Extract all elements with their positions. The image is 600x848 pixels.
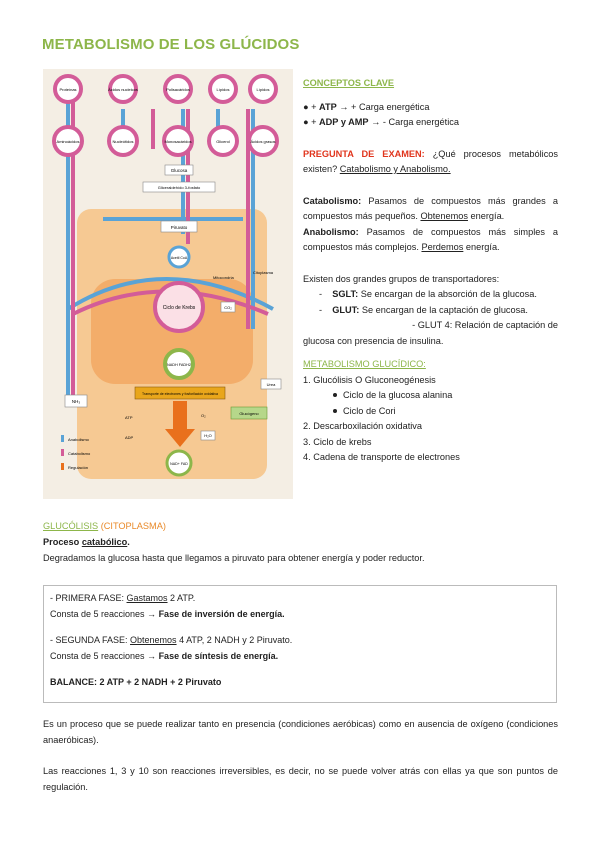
node-monosacaridos: Monosacáridos xyxy=(164,139,192,144)
label-nadh: NADH FADH2 xyxy=(166,363,192,367)
balance-line: BALANCE: 2 ATP + 2 NADH + 2 Piruvato xyxy=(50,677,222,687)
legend-anabolismo: Anabolismo xyxy=(68,437,89,442)
node-proteinas: Proteínas xyxy=(59,87,77,92)
key-concepts-column xyxy=(303,76,558,466)
glut-item: - GLUT: Se encargan de la captación de glucosa. xyxy=(319,304,528,315)
phase-1-line: - PRIMERA FASE: Gastamos 2 ATP. xyxy=(50,593,196,603)
concept-adp: ● + ADP y AMP → - Carga energética xyxy=(303,117,459,127)
label-h2o: H₂O xyxy=(204,433,212,438)
met-item-3: 3. Ciclo de krebs xyxy=(303,436,372,447)
phase-2-detail: Consta de 5 reacciones → Fase de síntesis de energía. xyxy=(50,651,279,661)
label-acetil-coa: Acetil CoA xyxy=(170,256,188,260)
legend-regulacion: Regulación xyxy=(68,465,89,470)
conceptos-title: CONCEPTOS CLAVE xyxy=(303,78,395,88)
label-piruvato: Piruvato xyxy=(170,225,188,230)
label-adp: ADP xyxy=(125,435,134,440)
sglt-item: - SGLT: Se encargan de la absorción de la glucosa. xyxy=(319,289,537,299)
label-glucosa: Glucosa xyxy=(170,168,188,173)
label-atp: ATP xyxy=(125,415,133,420)
metabolism-diagram xyxy=(43,69,293,499)
met-item-1: 1. Glucólisis O Gluconeogénesis xyxy=(303,374,436,385)
page-title: METABOLISMO DE LOS GLÚCIDOS xyxy=(42,36,300,53)
node-polisacaridos: Polisacáridos xyxy=(166,87,190,92)
paragraph-irreversible: Las reacciones 1, 3 y 10 son reacciones irreversibles, es decir, no se puede volver atrás con ellas ya que son puntos de regulación. xyxy=(43,766,558,792)
label-glucogeno: Glucógeno xyxy=(239,411,259,416)
concept-atp: ● + ATP → + Carga energética xyxy=(303,101,430,112)
label-g3p: Gliceraldehído 3-fosfato xyxy=(157,185,201,190)
node-aminoacidos: Aminoácidos xyxy=(56,139,80,144)
phase-1-detail: Consta de 5 reacciones → Fase de inversión de energía. xyxy=(50,609,285,619)
metabolismo-title: METABOLISMO GLUCÍDICO: xyxy=(303,359,426,369)
label-nad-fad: NAD+ FAD xyxy=(170,462,188,466)
node-acidos-grasos: Ácidos grasos xyxy=(250,139,276,144)
node-glicerol: Glicerol xyxy=(216,139,230,144)
label-krebs: Ciclo de Krebs xyxy=(162,305,196,311)
node-acidos-nucleicos: Ácidos nucleicos xyxy=(108,87,138,92)
met-item-1b: Ciclo de Cori xyxy=(303,404,558,420)
label-urea: Urea xyxy=(266,382,276,387)
met-item-4: 4. Cadena de transporte de electrones xyxy=(303,452,460,462)
met-item-1a: Ciclo de la glucosa alanina xyxy=(303,388,558,404)
anabolismo-def: Anabolismo: Pasamos de compuestos más simples a compuestos más complejos. Perdemos energía. xyxy=(303,226,558,252)
exam-question: PREGUNTA DE EXAMEN: ¿Qué procesos metabólicos existen? Catabolismo y Anabolismo. xyxy=(303,148,558,174)
label-citoplasma: Citoplasma xyxy=(253,270,274,275)
catabolismo-def: Catabolismo: Pasamos de compuestos más grandes a compuestos más pequeños. Obtenemos energía. xyxy=(303,195,558,221)
glut4-item-a: - GLUT 4: Relación de captación de xyxy=(412,320,558,330)
node-nucleotidos: Nucleótidos xyxy=(112,139,134,144)
phase-2-line: - SEGUNDA FASE: Obtenemos 4 ATP, 2 NADH y 2 Piruvato. xyxy=(50,635,293,645)
glucolisis-heading: GLUCÓLISIS (CITOPLASMA) xyxy=(43,521,166,531)
paragraph-conditions: Es un proceso que se puede realizar tanto en presencia (condiciones aeróbicas) como en ausencia de oxígeno (condiciones anaeróbicas). xyxy=(43,719,558,745)
label-o2: O₂ xyxy=(201,413,206,418)
transporters-intro: Existen dos grandes grupos de transportadores: xyxy=(303,273,500,284)
node-lipidos-1: Lípidos xyxy=(216,87,230,92)
proceso-line: Proceso catabólico. xyxy=(43,537,130,547)
legend-catabolismo: Catabolismo xyxy=(68,451,91,456)
label-mitocondria: Mitocondria xyxy=(213,275,234,280)
glut4-item-b: glucosa con presencia de insulina. xyxy=(303,335,444,346)
met-item-2: 2. Descarboxilación oxidativa xyxy=(303,421,422,431)
glucolisis-desc: Degradamos la glucosa hasta que llegamos a piruvato para obtener energía y poder reductor. xyxy=(43,553,425,563)
label-nh3: NH₃ xyxy=(71,399,81,404)
phases-box xyxy=(43,585,557,703)
node-lipidos-2: Lípidos xyxy=(256,87,270,92)
label-chain: Transporte de electrones y fosforilación oxidativa xyxy=(142,392,218,396)
label-co2: CO₂ xyxy=(224,305,232,310)
